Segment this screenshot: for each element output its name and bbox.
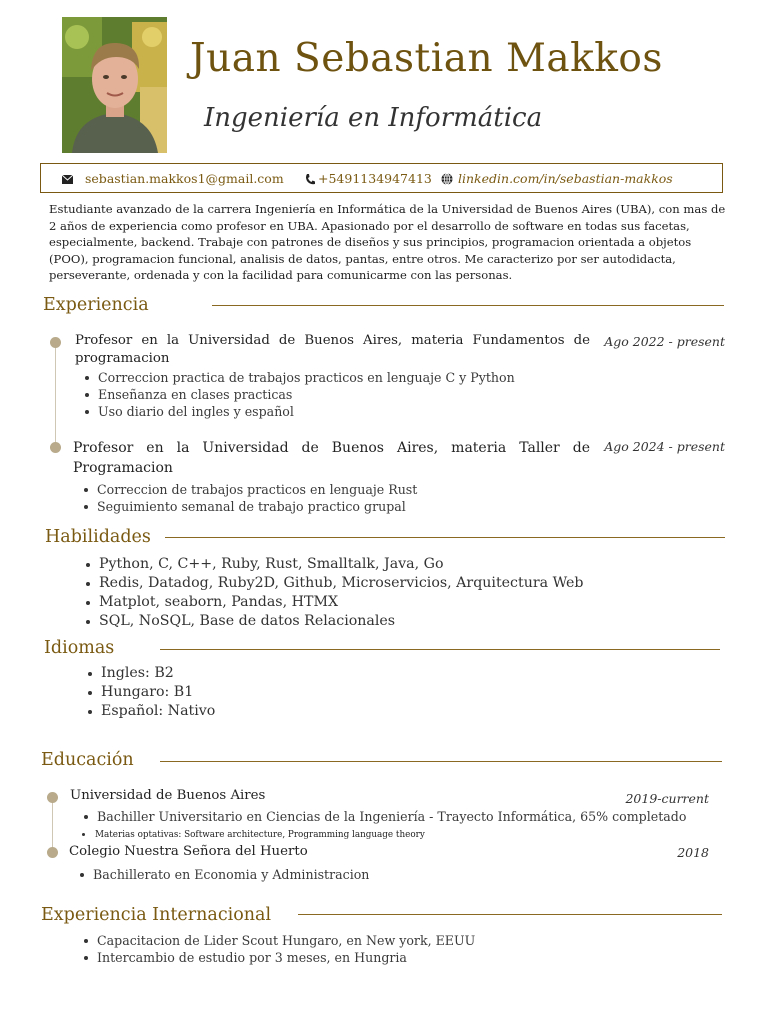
- profile-summary: Estudiante avanzado de la carrera Ingeniería en Informática de la Universidad de Buenos Aires (UBA), con mas de 2 años de experiencia como profesor en UBA. Apasionado por el desarrollo de software en todas sus facetas, especialmente, backend. Trabaje con patrones de diseños y sus principios, programacion orientada a objetos (POO), programacion funcional, analisis de datos, pantas, entre otros. Me caracterizo por ser autodidacta, perseverante, ordenada y con la facilidad para comunicarme con las personas.: [49, 202, 726, 283]
- section-rule: [160, 761, 722, 762]
- section-rule: [165, 537, 725, 538]
- international-list: [97, 932, 475, 966]
- candidate-name: Juan Sebastian Makkos: [190, 36, 663, 81]
- timeline-dot: [50, 337, 61, 348]
- skills-list: [99, 555, 584, 631]
- envelope-icon: [62, 175, 73, 184]
- profile-photo: [62, 17, 167, 153]
- section-title-education: Educación: [41, 750, 134, 770]
- list-item: Español: Nativo: [101, 703, 216, 719]
- list-item: Uso diario del ingles y español: [98, 403, 515, 420]
- list-item: Bachiller Universitario en Ciencias de la Ingeniería - Trayecto Informática, 65% completado: [97, 809, 687, 824]
- section-rule: [212, 305, 724, 306]
- job-title: Profesor en la Universidad de Buenos Aires, materia Fundamentos de programacion: [75, 333, 590, 366]
- list-item: Matplot, seaborn, Pandas, HTMX: [99, 593, 584, 612]
- list-item: Correccion practica de trabajos practicos en lenguaje C y Python: [98, 370, 515, 385]
- job-bullets: [98, 369, 515, 420]
- list-item: Materias optativas: Software architecture, Programming language theory: [95, 830, 425, 840]
- job-date: Ago 2024 - present: [604, 439, 725, 454]
- school-date: 2018: [677, 845, 709, 860]
- list-item: Seguimiento semanal de trabajo practico grupal: [97, 498, 417, 515]
- section-title-experience: Experiencia: [43, 295, 149, 315]
- section-rule: [298, 914, 722, 915]
- list-item: Bachillerato en Economia y Administracion: [93, 867, 370, 882]
- list-item: Redis, Datadog, Ruby2D, Github, Microservicios, Arquitectura Web: [99, 575, 584, 591]
- section-title-skills: Habilidades: [45, 527, 151, 547]
- school-name: Colegio Nuestra Señora del Huerto: [69, 844, 308, 859]
- job-date: Ago 2022 - present: [604, 334, 725, 349]
- section-title-international: Experiencia Internacional: [41, 905, 272, 925]
- school-sub-bullets: [95, 829, 425, 841]
- contact-bar: [40, 163, 723, 193]
- contact-email[interactable]: sebastian.makkos1@gmail.com: [85, 171, 284, 186]
- list-item: Ingles: B2: [101, 664, 215, 683]
- school-bullets: [97, 808, 686, 825]
- job-title: Profesor en la Universidad de Buenos Aires, materia Taller de Programacion: [73, 440, 590, 476]
- section-title-languages: Idiomas: [44, 638, 115, 658]
- timeline-dot: [50, 442, 61, 453]
- timeline-dot: [47, 847, 58, 858]
- list-item: Correccion de trabajos practicos en lenguaje Rust: [97, 482, 418, 497]
- section-rule: [160, 649, 720, 650]
- list-item: Python, C, C++, Ruby, Rust, Smalltalk, Java, Go: [99, 555, 584, 574]
- timeline-line: [52, 801, 53, 851]
- school-name: Universidad de Buenos Aires: [70, 788, 266, 803]
- list-item: Intercambio de estudio por 3 meses, en Hungria: [97, 949, 475, 966]
- job-bullets: [97, 481, 417, 515]
- timeline-dot: [47, 792, 58, 803]
- list-item: Capacitacion de Lider Scout Hungaro, en New york, EEUU: [97, 933, 476, 948]
- list-item: Hungaro: B1: [101, 683, 215, 702]
- timeline-line: [55, 346, 56, 446]
- candidate-degree: Ingeniería en Informática: [204, 103, 543, 133]
- phone-icon: [305, 174, 315, 185]
- list-item: Enseñanza en clases practicas: [98, 386, 515, 403]
- languages-list: [101, 664, 215, 721]
- contact-linkedin[interactable]: linkedin.com/in/sebastian-makkos: [458, 171, 673, 186]
- globe-icon: [441, 173, 453, 185]
- list-item: SQL, NoSQL, Base de datos Relacionales: [99, 612, 584, 631]
- school-date: 2019-current: [625, 791, 709, 806]
- contact-phone[interactable]: +5491134947413: [318, 171, 432, 186]
- school-bullets: [93, 866, 369, 883]
